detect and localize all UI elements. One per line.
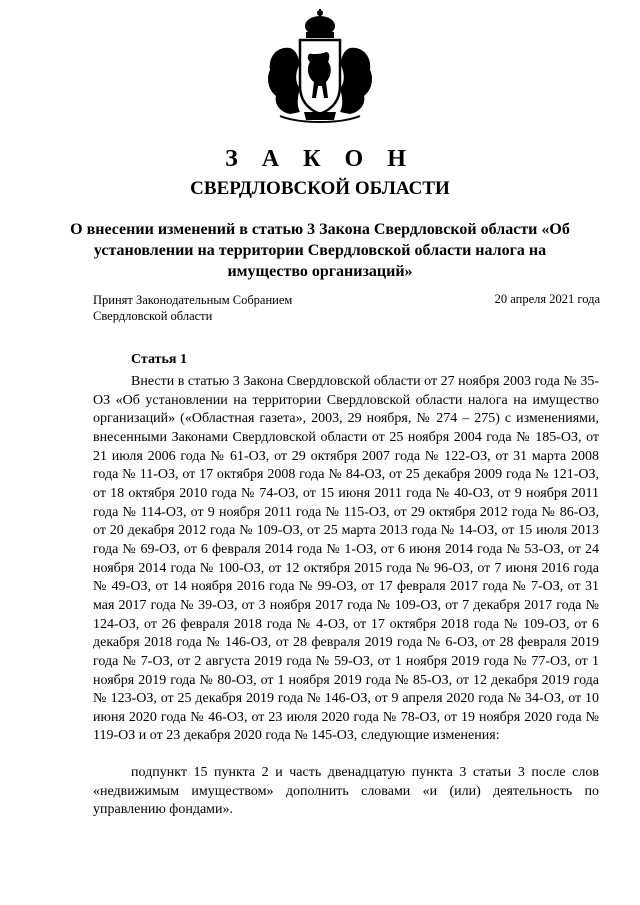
- adopted-by-block: [93, 292, 292, 324]
- crown-icon: [305, 9, 335, 38]
- adopted-date: 20 апреля 2021 года: [494, 292, 600, 306]
- article-paragraph-2: подпункт 15 пункта 2 и часть двенадцатую пункта 3 статьи 3 после слов «недвижимым имуществом» дополнить словами «и (или) деятельность по управлению фондами».: [93, 765, 599, 818]
- article-heading: Статья 1: [131, 352, 187, 367]
- article-paragraph-1: Внести в статью 3 Закона Свердловской области от 27 ноября 2003 года № 35-ОЗ «Об установлении на территории Свердловской области налога на имущество организаций» («Областная газета», 2003, 29 ноября, № 274 – 275) с изменениями, внесенными Законами Свердловской области от 25 ноября 2004 года № 185-ОЗ, от 21 июля 2006 года № 61-ОЗ, от 29 октября 2007 года № 122-ОЗ, от 31 марта 2008 года № 11-ОЗ, от 17 октября 2008 года № 84-ОЗ, от 25 декабря 2009 года № 121-ОЗ, от 18 октября 2010 года № 74-ОЗ, от 15 июня 2011 года № 40-ОЗ, от 9 ноября 2011 года № 114-ОЗ, от 9 ноября 2011 года № 115-ОЗ, от 29 октября 2012 года № 86-ОЗ, от 20 декабря 2012 года № 109-ОЗ, от 25 марта 2013 года № 14-ОЗ, от 15 июля 2013 года № 69-ОЗ, от 6 февраля 2014 года № 1-ОЗ, от 6 июня 2014 года № 53-ОЗ, от 24 ноября 2014 года № 100-ОЗ, от 12 октября 2015 года № 96-ОЗ, от 7 июня 2016 года № 49-ОЗ, от 14 ноября 2016 года № 99-ОЗ, от 17 февраля 2017 года № 7-ОЗ, от 31 мая 2017 года № 39-ОЗ, от 3 ноября 2017 года № 109-ОЗ, от 7 декабря 2017 года № 124-ОЗ, от 26 февраля 2018 года № 4-ОЗ, от 17 октября 2018 года № 109-ОЗ, от 6 декабря 2018 года № 146-ОЗ, от 28 февраля 2019 года № 6-ОЗ, от 28 февраля 2019 года № 7-ОЗ, от 2 августа 2019 года № 59-ОЗ, от 1 ноября 2019 года № 77-ОЗ, от 1 ноября 2019 года № 80-ОЗ, от 1 ноября 2019 года № 85-ОЗ, от 12 декабря 2019 года № 123-ОЗ, от 25 декабря 2019 года № 146-ОЗ, от 9 апреля 2020 года № 34-ОЗ, от 10 июня 2020 года № 46-ОЗ, от 23 июля 2020 года № 78-ОЗ, от 19 ноября 2020 года № 119-ОЗ и от 23 декабря 2020 года № 145-ОЗ, следующие изменения:: [93, 374, 599, 744]
- document-type-title: З А К О Н: [225, 146, 415, 172]
- law-subject-heading: О внесении изменений в статью 3 Закона Свердловской области «Об установлении на территории Свердловской области налога на имущество организаций»: [70, 221, 570, 280]
- coat-of-arms-emblem: [260, 8, 380, 126]
- region-title: СВЕРДЛОВСКОЙ ОБЛАСТИ: [190, 178, 450, 199]
- adopted-by-line-1: Принят Законодательным Собранием: [93, 293, 293, 307]
- left-sable-icon: [268, 48, 300, 114]
- adopted-by-line-2: Свердловской области: [93, 309, 213, 323]
- right-sable-icon: [340, 48, 372, 114]
